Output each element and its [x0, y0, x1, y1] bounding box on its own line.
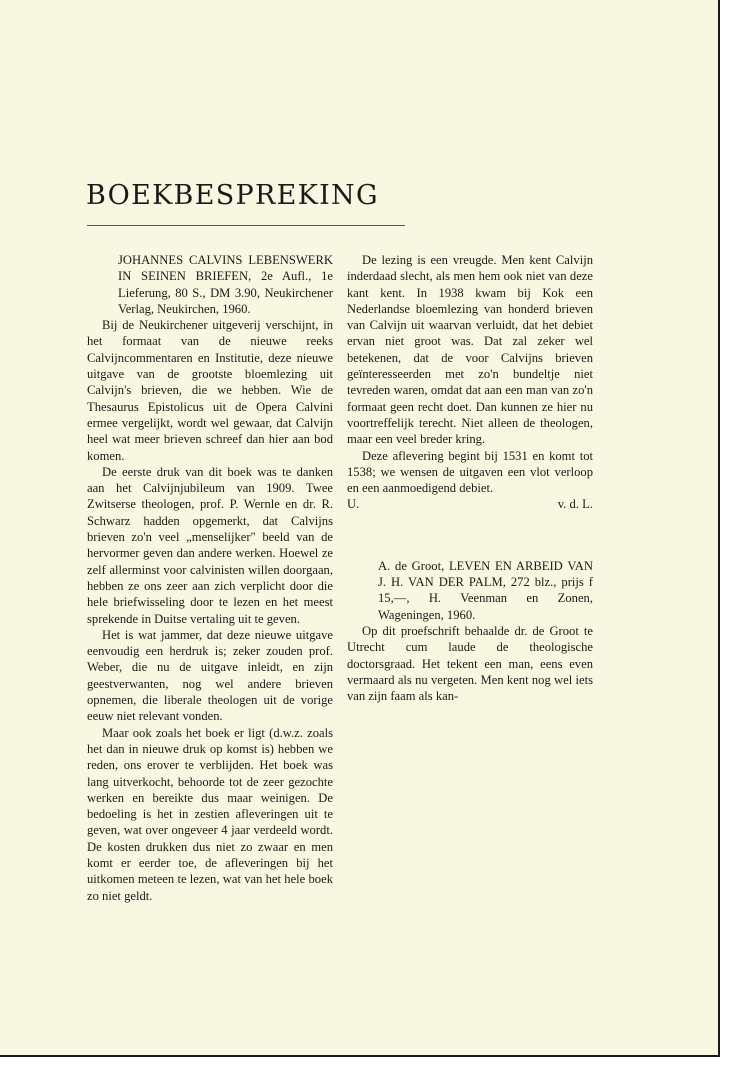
review1-citation: JOHANNES CALVINS LEBENSWERK IN SEINEN BRIEFEN, 2e Aufl., 1e Lieferung, 80 S., DM 3.90, Neukirchener Verlag, Neukirchen, 1960. — [118, 253, 333, 316]
review1-paragraph-2: De eerste druk van dit boek was te danken aan het Calvijnjubileum van 1909. Twee Zwitserse theologen, prof. P. Wernle en dr. R. Schwarz hadden opgemerkt, dat Calvijns brieven zo'n veel „menselijker" beeld van de hervormer geven dan andere werken. Hoewel ze zelf allerminst voor calvinisten willen doorgaan, hebben ze ons zeer aan zich verplicht door die hele briefwisseling door te lezen en het meest sprekende in Duitse vertaling uit te geven. — [87, 464, 333, 626]
review1-paragraph-5: De lezing is een vreugde. Men kent Calvijn inderdaad slecht, als men hem ook niet van deze kant kent. In 1938 kwam bij Kok een Nederlandse bloemlezing van honderd brieven van Calvijn uit waarvan verluidt, dat het debiet ervan niet groot was. Dat zal zeker wel betekenen, dat de voor Calvijns brieven geïnteresseerden met zo'n bundeltje niet tevreden waren, omdat dat aan een man van zo'n formaat geen recht doet. Dan kunnen ze hier nu voortreffelijk terecht. Niet alleen de theologen, maar een veel breder kring. — [347, 253, 593, 447]
signature-author: v. d. L. — [557, 497, 593, 512]
review1-paragraph-4: Maar ook zoals het boek er ligt (d.w.z. zoals het dan in nieuwe druk op komst is) hebben we reden, ons erover te verblijden. Het boek was lang uitverkocht, behoorde tot de zeer gezochte werken en bereikte dus maar weinigen. De bedoeling is het in zestien afleveringen uit te geven, wat over ongeveer 4 jaar verdeeld wordt. De kosten drukken dus niet zo zwaar en men komt er eerder toe, de afleveringen bij het uitkomen meteen te lezen, wat van het hele boek zo niet geldt. — [87, 725, 333, 903]
review2-citation: A. de Groot, LEVEN EN ARBEID VAN J. H. VAN DER PALM, 272 blz., prijs f 15,—, H. Veenman en Zonen, Wageningen, 1960. — [378, 558, 593, 622]
review2 — [347, 558, 593, 705]
left-column — [87, 252, 333, 904]
review1-paragraph-3: Het is wat jammer, dat deze nieuwe uitgave eenvoudig een herdruk is; zeker zouden prof. Weber, die nu de uitgave inleidt, en zijn geestverwanten, nog wel andere brieven opnemen, die liberale theologen uit de vorige eeuw niet relevant vonden. — [87, 627, 333, 724]
heading-rule — [87, 225, 405, 226]
page-heading: BOEKBESPREKING — [86, 180, 379, 211]
signature-initial: U. — [347, 497, 360, 512]
review1-paragraph-6: Deze aflevering begint bij 1531 en komt tot 1538; we wensen de uitgaven een vlot verloop en een aanmoedigend debiet. — [347, 448, 593, 496]
review1-paragraph-1: Bij de Neukirchener uitgeverij verschijnt, in het formaat van de nieuwe reeks Calvijncommentaren en Institutie, deze nieuwe uitgave van de grootste bloemlezing uit Calvijn's brieven, die we hebben. Wie de Thesaurus Epistolicus uit de Opera Calvini ermee vergelijkt, wordt wel gewaar, dat Calvijn heel wat meer brieven schreef dan hier aan bod komen. — [87, 318, 333, 463]
right-column — [347, 252, 593, 704]
review2-paragraph-1: Op dit proefschrift behaalde dr. de Groot te Utrecht cum laude de theologische doctorsgraad. Het tekent een man, eens even vermaard als nu vergeten. Men kent nog wel iets van zijn faam als kan- — [347, 623, 593, 704]
review1-signature — [347, 496, 593, 512]
